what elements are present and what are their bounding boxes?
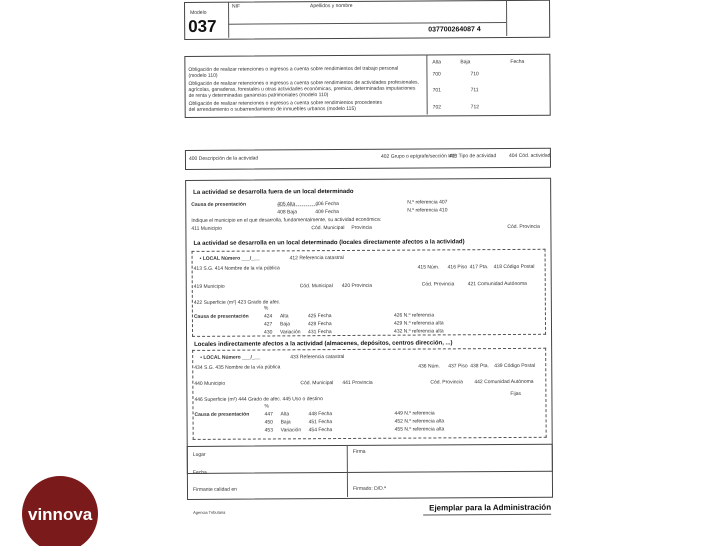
obligation-row-2-line-1: Obligación de realizar retenciones o ingresos a cuenta sobre rendimientos de actividades profesionales,	[188, 79, 419, 87]
direct-row-1-c: 425 Fecha	[307, 313, 332, 320]
outside-alta: 405 Alta	[277, 201, 296, 208]
direct-comunidad: 421 Comunidad Autónoma	[467, 280, 527, 288]
indirect-title: Locales indirectamente afectos a la actividad (almacenes, depósitos, centros dirección, ...)	[194, 340, 453, 348]
obligation-row-1-line-2: (modelo 110)	[188, 72, 218, 79]
indirect-municipio: 440 Municipio	[194, 380, 226, 387]
name-label: Apellidos y nombre	[310, 2, 353, 10]
indirect-cp: 439 Código Postal	[494, 362, 536, 370]
direct-num: 415 Núm.	[417, 264, 440, 271]
vinnova-logo	[12, 470, 132, 546]
direct-row-2-b: Baja	[279, 321, 291, 328]
obligation-row-2-line-2: agrícolas, ganaderas, forestales u otras actividades económicas, premios, determinadas imputaciones	[188, 85, 416, 93]
direct-row-1-b: Alta	[279, 313, 289, 320]
direct-superficie: 422 Superficie (m²) 423 Grado de afec.	[193, 299, 281, 306]
indirect-num: 436 Núm.	[418, 363, 440, 370]
indirect-row-2-b: Baja	[280, 419, 291, 426]
obligation-row-2-code-a: 701	[432, 87, 441, 94]
obligation-row-3-code-b: 712	[470, 104, 480, 111]
outside-cod-municipal: Cód. Municipal	[311, 224, 345, 232]
footer-firmante: Firmante calidad en	[192, 486, 237, 493]
indirect-piso: 437 Piso	[448, 363, 468, 370]
indirect-sg: 434 S.G. 435 Nombre de la vía pública	[194, 364, 281, 371]
indirect-cod-prov: Cód. Provincia	[430, 379, 463, 386]
activity-grupo-label: 402 Grupo o epígrafe/sección IAE	[380, 153, 457, 160]
activity-desc-label: 400 Descripción de la actividad	[188, 155, 259, 162]
footer-ejemplar: Ejemplar para la Administración	[429, 502, 552, 513]
obligation-row-1-code-a: 700	[432, 71, 441, 78]
outside-ref-1: N.º referencia 407	[407, 199, 448, 206]
indirect-row-1-d: 449 N.º referencia	[394, 410, 435, 417]
obligation-row-3-code-a: 702	[432, 104, 442, 111]
indirect-causa: Causa de presentación	[194, 411, 250, 418]
footer-lugar: Lugar	[192, 451, 206, 458]
outside-fecha-1: 406 Fecha	[315, 201, 339, 208]
direct-row-2-d: 429 N.º referencia alta	[393, 320, 444, 327]
obligation-row-3-line-1: Obligación de realizar retenciones o ingresos a cuenta sobre rendimientos procedentes	[188, 99, 383, 107]
direct-row-3-a: 430	[264, 329, 273, 336]
direct-cod-mun: Cód. Municipal	[299, 283, 333, 290]
indirect-row-3-b: Variación	[280, 427, 302, 434]
outside-baja: 408 Baja	[277, 209, 298, 216]
outside-fecha-2: 409 Fecha	[315, 209, 339, 216]
indirect-pta: 438 Pta.	[470, 363, 489, 370]
logo-text-in: vinnova	[28, 505, 93, 524]
indirect-ref-catastral: 433 Referencia catastral	[290, 354, 345, 361]
modelo-number: 037	[188, 16, 217, 36]
indirect-local: • LOCAL Número ___/___	[200, 354, 261, 361]
footer-agencia: Agencia Tributaria	[193, 509, 226, 515]
direct-row-2-a: 427	[263, 321, 273, 328]
direct-local: • LOCAL Número ___/___	[199, 255, 260, 262]
indirect-row-3-a: 453	[264, 427, 273, 434]
direct-row-3-b: Variación	[280, 329, 301, 336]
col-baja: Baja	[460, 59, 471, 66]
direct-piso: 416 Piso	[447, 264, 468, 271]
direct-sg: 413 S.G. 414 Nombre de la vía pública	[193, 265, 280, 272]
direct-municipio: 419 Municipio	[193, 283, 225, 290]
obligation-row-2-code-b: 711	[470, 87, 479, 94]
indirect-row-2-c: 451 Fecha	[308, 419, 333, 426]
form-page	[180, 0, 555, 546]
direct-row-3-d: 432 N.º referencia alta	[394, 328, 444, 335]
obligation-row-1-line-1: Obligación de realizar retenciones o ingresos a cuenta sobre rendimientos del trabajo personal	[188, 65, 399, 73]
direct-title: La actividad se desarrolla en un local determinado (locales directamente afectos a la actividad)	[193, 239, 465, 247]
direct-cp: 418 Código Postal	[493, 263, 535, 271]
outside-municipio: 411 Municipio	[191, 225, 222, 232]
obligation-row-1-code-b: 710	[470, 71, 479, 78]
direct-row-3-c: 431 Fecha	[308, 329, 332, 336]
outside-title: La actividad se desarrolla fuera de un local determinado	[193, 188, 354, 196]
indirect-row-3-c: 454 Fecha	[308, 427, 333, 434]
indirect-provincia: 441 Provincia	[342, 379, 373, 387]
activity-tipo-label: 403 Tipo de actividad	[448, 153, 497, 160]
indirect-comunidad: 442 Comunidad Autónoma	[474, 378, 534, 386]
indirect-pct: %	[264, 403, 269, 410]
obligation-row-3-line-2: del arrendamiento o subarrendamiento de inmuebles urbanos (modelo 115)	[188, 105, 356, 113]
direct-pta: 417 Pta.	[469, 264, 489, 271]
outside-provincia: Provincia	[351, 224, 372, 231]
indirect-row-3-d: 455 N.º referencia alta	[394, 426, 445, 433]
obligation-row-2-line-3: de renta y determinadas ganancias patrimoniales (modelo 110)	[188, 92, 329, 99]
indirect-uso: 446 Superficie (m²) 444 Grado de afec. 445 Uso o destino	[194, 396, 323, 403]
footer-fecha: Fecha	[192, 469, 207, 476]
direct-row-2-c: 428 Fecha	[307, 321, 332, 328]
indirect-cod-mun: Cód. Municipal	[300, 380, 334, 387]
nif-label: NIF	[232, 3, 241, 10]
direct-ref-catastral: 412 Referencia catastral	[289, 255, 344, 262]
outside-cod-provincia: Cód. Provincia	[507, 223, 540, 231]
indirect-row-1-b: Alta	[280, 411, 290, 418]
modelo-label: Modelo	[190, 9, 207, 16]
outside-causa: Causa de presentación	[191, 201, 247, 208]
form-code: 037700264087 4	[428, 26, 481, 34]
indirect-row-2-d: 452 N.º referencia alta	[394, 418, 445, 425]
col-alta: Alta	[432, 59, 442, 66]
indirect-row-1-c: 448 Fecha	[308, 411, 333, 418]
outside-ref-2: N.º referencia 410	[407, 207, 448, 214]
direct-causa: Causa de presentación	[193, 313, 249, 320]
footer-firma: Firma	[352, 448, 366, 455]
direct-pct: %	[263, 305, 269, 312]
indirect-row-2-a: 450	[264, 419, 273, 426]
activity-cod-label: 404 Cód. actividad	[508, 152, 551, 159]
direct-row-1-d: 426 N.º referencia	[393, 312, 435, 319]
outside-indique: Indique el municipio en el que desarrolla, fundamentalmente, su actividad económica:	[191, 216, 382, 224]
direct-row-1-a: 424	[263, 313, 273, 320]
direct-provincia: 420 Provincia	[341, 282, 373, 290]
col-fecha: Fecha	[510, 58, 525, 65]
footer-dni: Firmado: D/D.ª	[352, 485, 386, 492]
direct-cod-prov: Cód. Provincia	[421, 281, 455, 288]
indirect-row-1-a: 447	[264, 411, 273, 418]
indirect-fijas: Fijas	[510, 390, 521, 397]
